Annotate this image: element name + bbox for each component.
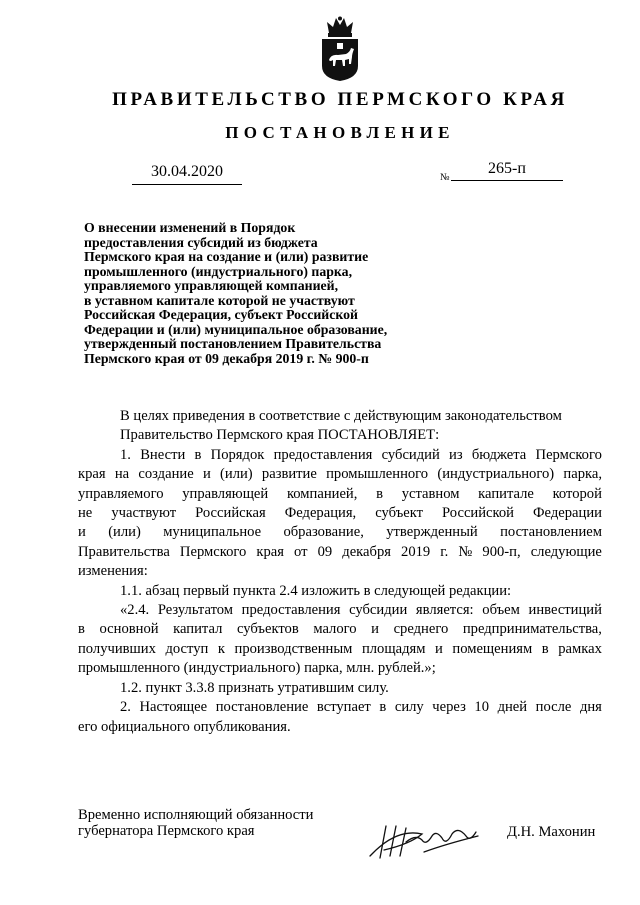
document-type-heading: ПОСТАНОВЛЕНИЕ: [225, 123, 455, 142]
position-line-1: Временно исполняющий обязанности: [78, 807, 314, 823]
title-line: в уставном капитале которой не участвуют: [84, 292, 355, 308]
text-line: «2.4. Результатом предоставления субсидии является: объем инвестиций: [120, 602, 602, 619]
text-line: не участвуют Российская Федерация, субъект Российской Федерации: [78, 505, 602, 522]
text-line: 2. Настоящее постановление вступает в силу через 10 дней после дня: [120, 699, 602, 716]
text-line: изменения:: [78, 563, 148, 580]
document-title: [84, 221, 464, 366]
document-body: [78, 407, 602, 737]
title-line: промышленного (индустриального) парка,: [84, 263, 353, 279]
title-line: утвержденный постановлением Правительства: [84, 336, 382, 351]
quoted-wording: [78, 601, 602, 679]
signatory-position: [78, 807, 313, 839]
title-line: управляемого управляющей компанией,: [84, 278, 339, 293]
text-line: Правительства Пермского края от 09 декабря 2019 г. № 900-п, следующие: [78, 543, 602, 560]
document-date: 30.04.2020: [151, 163, 223, 180]
text-line: и (или) муниципальное образование, утвержденный постановлением: [78, 524, 602, 541]
item-1-1: 1.1. абзац первый пункта 2.4 изложить в следующей редакции:: [120, 582, 512, 599]
text-line: в основной капитал субъектов малого и среднего предпринимательства,: [78, 621, 602, 638]
title-line: предоставления субсидий из бюджета: [84, 234, 318, 250]
text-line: его официального опубликования.: [78, 718, 291, 735]
number-sign: №: [440, 172, 450, 183]
text-line: 1. Внести в Порядок предоставления субсидий из бюджета Пермского: [120, 446, 602, 463]
number-underline: [451, 180, 563, 181]
item-2-paragraph: [78, 698, 602, 737]
document-number: 265-п: [488, 160, 526, 177]
text-line: края на создание и (или) развитие промышленного (индустриального) парка,: [78, 466, 602, 483]
title-line: Федерации и (или) муниципальное образование,: [84, 321, 388, 337]
text-line: получивших доступ к производственным площадям и помещениям в рамках: [78, 640, 602, 657]
decree-statement: Правительство Пермского края ПОСТАНОВЛЯЕТ:: [120, 427, 440, 444]
title-line: Пермского края от 09 декабря 2019 г. № 900-п: [84, 350, 369, 366]
coat-of-arms-emblem: [316, 16, 364, 82]
date-underline: [132, 184, 242, 185]
item-1-paragraph: [78, 446, 602, 582]
title-line: Пермского края на создание и (или) развитие: [84, 249, 369, 264]
handwritten-signature: [366, 816, 486, 864]
organization-heading: ПРАВИТЕЛЬСТВО ПЕРМСКОГО КРАЯ: [112, 89, 568, 110]
item-1-2: 1.2. пункт 3.3.8 признать утратившим силу.: [120, 679, 389, 696]
intro-paragraph: В целях приведения в соответствие с действующим законодательством: [120, 408, 562, 424]
text-line: управляемого управляющей компанией, в уставном капитале которой: [78, 485, 602, 502]
signatory-name: Д.Н. Махонин: [507, 824, 596, 840]
title-line: Российская Федерация, субъект Российской: [84, 307, 358, 322]
text-line: промышленного (индустриального) парка, млн. рублей.»;: [78, 660, 436, 677]
position-line-2: губернатора Пермского края: [78, 823, 255, 839]
title-line: О внесении изменений в Порядок: [84, 220, 296, 235]
